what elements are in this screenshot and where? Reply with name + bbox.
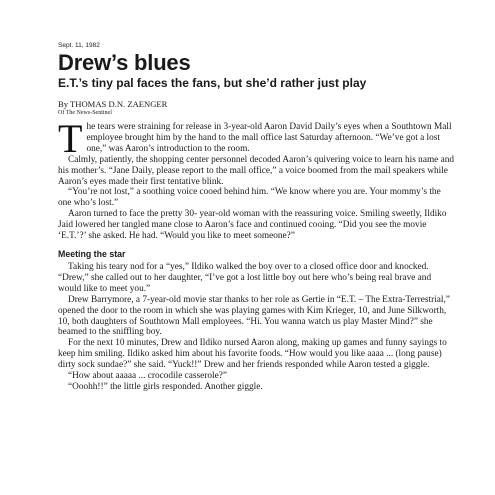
body-paragraph: For the next 10 minutes, Drew and Ildiko nursed Aaron along, making up games and funny sayings to keep him smiling. Ildiko asked him about his favorite foods. “How would you like aaaa ... (long pause) dirty sock sundae?” she said. “Yuck!!” Drew and her friends responded while Aaron tested a giggle. xyxy=(58,338,447,371)
body-paragraph: Aaron turned to face the pretty 30- year-old woman with the reassuring voice. Smiling sweetly, Ildiko Jaid lowered her tangled mane close to Aaron’s face and continued cooing. “Did you see the movie ‘E.T.’?’ she asked. He had. “Would you like to meet someone?” xyxy=(58,209,447,242)
body-paragraph: Drew Barrymore, a 7-year-old movie star thanks to her role as Gertie in “E.T. – The Extra-Terrestrial,” opened the door to the room in which she was playing games with Kim Krieger, 10, and June Silkworth, 10, both daughters of Southtown Mall employees. “Hi. You wanna watch us play Master Mind?” she beamed to the sniffling boy. xyxy=(58,294,450,338)
article-date: Sept. 11, 1982 xyxy=(58,42,100,49)
body-paragraph: “How about aaaaa ... crocodile casserole?” xyxy=(68,371,227,382)
subheadline: E.T.’s tiny pal faces the fans, but she’d rather just play xyxy=(58,76,367,90)
article-body xyxy=(58,116,455,393)
body-paragraph: Calmly, patiently, the shopping center personnel decoded Aaron’s quivering voice to learn his name and his mother’s. “Jane Daily, please report to the mall office,” a voice boomed from the mail speakers while Aaron’s eyes made their first tentative blink. xyxy=(58,154,455,187)
headline: Drew’s blues xyxy=(58,50,191,75)
body-paragraph: Taking his teary nod for a “yes,” Ildiko walked the boy over to a closed office door and knocked. “Drew,” she called out to her daughter, “I’ve got a lost little boy out here who’s being real brave and would like to meet you.” xyxy=(58,261,432,294)
drop-cap: T xyxy=(58,116,83,161)
byline: By THOMAS D.N. ZAENGER xyxy=(58,99,168,109)
section-heading: Meeting the star xyxy=(58,248,126,259)
lead-paragraph-text: he tears were straining for release in 3-year-old Aaron David Daily’s eyes when a Southtown Mall employee brought him by the hand to the mall office last Saturday afternoon. “We’ve got a lost one,” was Aaron’s introduction to the room. xyxy=(86,122,452,154)
body-paragraph: “You’re not lost,” a soothing voice cooed behind him. “We know where you are. Your mommy’s the one who’s lost.” xyxy=(58,187,441,209)
byline-affiliation: Of The News-Sentinel xyxy=(58,110,112,116)
body-paragraph: “Ooohh!!” the little girls responded. Another giggle. xyxy=(68,381,263,392)
lead-paragraph xyxy=(58,116,455,161)
